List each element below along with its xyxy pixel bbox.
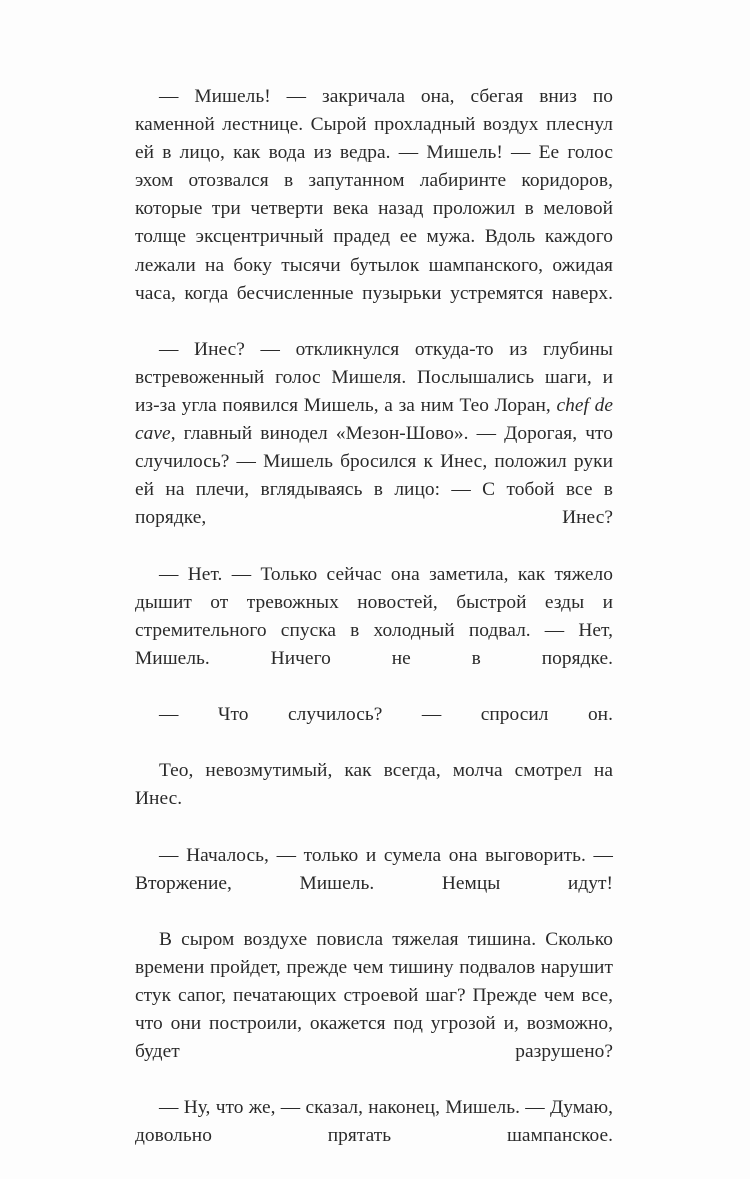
paragraph-segment: — Инес? — откликнулся откуда-то из глубины встревоженный голос Мишеля. Послышались шаги, и из-за угла появился Мишель, а за ним Тео Лоран,: [135, 338, 613, 417]
paragraph: Тео, невозмутимый, как всегда, молча смотрел на Инес.: [135, 760, 613, 810]
paragraph: — Ну, что же, — сказал, наконец, Мишель. — Думаю, довольно прятать шампанское.: [135, 1097, 613, 1147]
paragraph: — Нет. — Только сейчас она заметила, как тяжело дышит от тревожных новостей, быстрой езды и стремительного спуска в холодный подвал. — Нет, Мишель. Ничего не в порядке.: [135, 563, 613, 669]
paragraph: [135, 336, 613, 561]
page-text-block: [135, 83, 613, 1179]
paragraph: — Что случилось? — спросил он.: [159, 704, 613, 726]
paragraph: — Мишель! — закричала она, сбегая вниз по каменной лестнице. Сырой прохладный воздух плеснул ей в лицо, как вода из ведра. — Мишель! — Ее голос эхом отозвался в запутанном лабиринте коридоров, которые три четверти века назад проложил в меловой толще эксцентричный прадед ее мужа. Вдоль каждого лежали на боку тысячи бутылок шампанского, ожидая часа, когда бесчисленные пузырьки устремятся наверх.: [135, 86, 613, 304]
paragraph: В сыром воздухе повисла тяжелая тишина. Сколько времени пройдет, прежде чем тишину подвалов нарушит стук сапог, печатающих строевой шаг? Прежде чем все, что они построили, окажется под угрозой и, возможно, будет разрушено?: [135, 928, 613, 1063]
paragraph-segment-italic: chef de cave: [135, 395, 613, 445]
paragraph: — Началось, — только и сумела она выговорить. — Вторжение, Мишель. Немцы идут!: [135, 844, 613, 894]
paragraph-segment: , главный винодел «Мезон-Шово». — Дорогая, что случилось? — Мишель бросился к Инес, положил руки ей на плечи, вглядываясь в лицо: — С тобой все в порядке, Инес?: [135, 423, 613, 529]
